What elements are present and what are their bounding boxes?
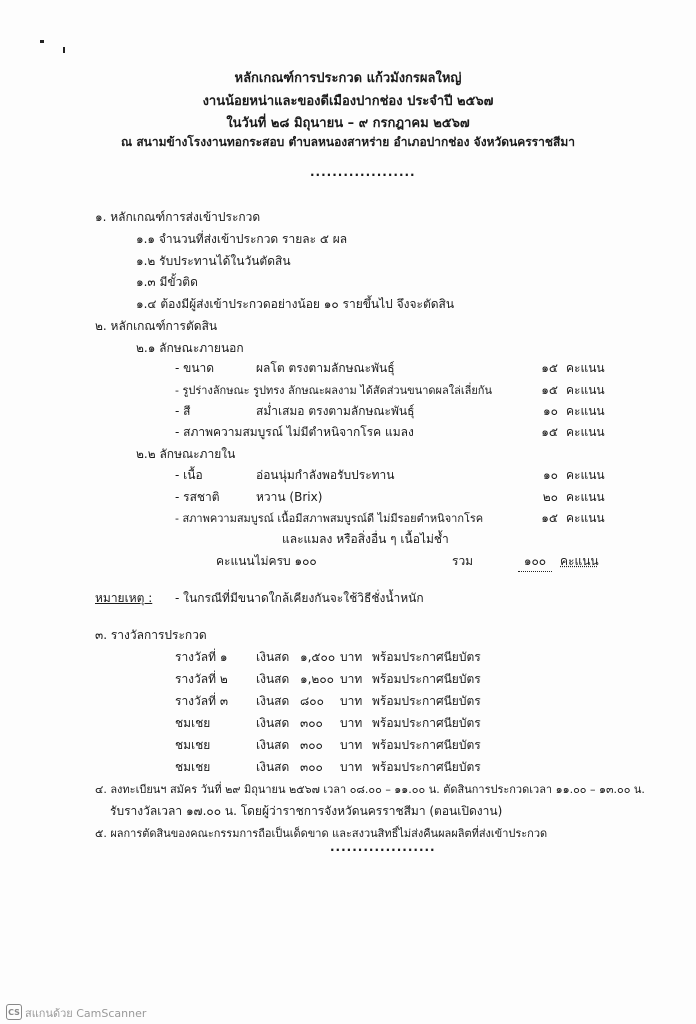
prize-currency: บาท <box>340 716 363 730</box>
criteria-desc: สม่ำเสมอ ตรงตามลักษณะพันธุ์ <box>256 404 415 418</box>
prize-name: ชมเชย <box>175 760 211 774</box>
prize-amount: ๑,๒๐๐ <box>300 672 334 686</box>
total-note: คะแนนไม่ครบ ๑๐๐ <box>216 554 317 568</box>
criteria-name: - สภาพความสมบูรณ์ เนื้อมีสภาพสมบูรณ์ดี ไม่มีรอยตำหนิจากโรค <box>175 512 484 525</box>
prize-cash: เงินสด <box>256 716 290 730</box>
prize-amount: ๘๐๐ <box>300 694 324 708</box>
prize-name: ชมเชย <box>175 716 211 730</box>
section1-title: ๑. หลักเกณฑ์การส่งเข้าประกวด <box>95 210 261 224</box>
criteria-unit: คะแนน <box>566 490 605 504</box>
prize-currency: บาท <box>340 738 363 752</box>
criteria-name: - สี <box>175 404 191 418</box>
prize-currency: บาท <box>340 694 363 708</box>
criteria-name: - รูปร่างลักษณะ รูปทรง ลักษณะผลงาม ได้สัดส่วนขนาดผลใล่เลี่ยกัน <box>175 384 492 397</box>
prize-cash: เงินสด <box>256 650 290 664</box>
prize-currency: บาท <box>340 650 363 664</box>
prize-extra: พร้อมประกาศนียบัตร <box>372 760 481 774</box>
remark-text: - ในกรณีที่มีขนาดใกล้เคียงกันจะใช้วิธีชั่งน้ำหนัก <box>175 591 424 605</box>
criteria-score: ๑๐ <box>543 468 558 482</box>
prize-currency: บาท <box>340 672 363 686</box>
section5-line1: ๕. ผลการตัดสินของคณะกรรมการถือเป็นเด็ดขาด และสงวนสิทธิ์ไม่ส่งคืนผลผลิตที่ส่งเข้าประกวด <box>95 827 548 840</box>
section1-item: ๑.๑ จำนวนที่ส่งเข้าประกวด รายละ ๕ ผล <box>136 232 348 246</box>
criteria-desc: ผลโต ตรงตามลักษณะพันธุ์ <box>256 361 395 375</box>
prize-extra: พร้อมประกาศนียบัตร <box>372 672 481 686</box>
prize-extra: พร้อมประกาศนียบัตร <box>372 694 481 708</box>
doc-date: ในวันที่ ๒๘ มิถุนายน – ๙ กรกฎาคม ๒๕๖๗ <box>226 116 470 131</box>
criteria-unit: คะแนน <box>566 383 605 397</box>
total-unit: คะแนน <box>560 554 599 568</box>
section4-line1: ๔. ลงทะเบียนฯ สมัคร วันที่ ๒๙ มิถุนายน ๒๕๖๗ เวลา ๐๘.๐๐ – ๑๑.๐๐ น. ตัดสินการประกวดเวลา ๑๑.๐๐ – ๑๓.๐๐ น. <box>95 783 645 796</box>
criteria-unit: คะแนน <box>566 425 605 439</box>
prize-name: รางวัลที่ ๑ <box>175 650 228 664</box>
total-score <box>518 552 552 572</box>
criteria-unit: คะแนน <box>566 468 605 482</box>
prize-cash: เงินสด <box>256 694 290 708</box>
criteria-name: - สภาพความสมบูรณ์ ไม่มีตำหนิจากโรค แมลง <box>175 425 414 439</box>
criteria-name: - รสชาติ <box>175 490 220 504</box>
prize-name: รางวัลที่ ๓ <box>175 694 229 708</box>
doc-title: หลักเกณฑ์การประกวด แก้วมังกรผลใหญ่ <box>234 71 462 86</box>
section1-item: ๑.๓ มีขั้วติด <box>136 275 198 289</box>
prize-cash: เงินสด <box>256 738 290 752</box>
criteria-score: ๒๐ <box>542 490 558 504</box>
criteria-continuation: และแมลง หรือสิ่งอื่น ๆ เนื้อไม่ช้ำ <box>282 532 449 546</box>
section4-line2: รับรางวัลเวลา ๑๗.๐๐ น. โดยผู้ว่าราชการจังหวัดนครราชสีมา (ตอนเปิดงาน) <box>110 804 503 818</box>
camscanner-watermark: สแกนด้วย CamScanner <box>25 1007 147 1020</box>
remark-label: หมายเหตุ : <box>95 591 153 605</box>
criteria-unit: คะแนน <box>566 404 605 418</box>
section3-title: ๓. รางวัลการประกวด <box>95 628 207 642</box>
criteria-score: ๑๕ <box>541 511 558 525</box>
prize-cash: เงินสด <box>256 672 290 686</box>
criteria-name: - เนื้อ <box>175 468 203 482</box>
prize-amount: ๑,๕๐๐ <box>300 650 336 664</box>
section1-item: ๑.๒ รับประทานได้ในวันตัดสิน <box>136 254 291 268</box>
header-separator: ................... <box>310 165 416 179</box>
criteria-score: ๑๕ <box>541 383 558 397</box>
section2-sub2-title: ๒.๒ ลักษณะภายใน <box>136 447 236 461</box>
section1-item: ๑.๔ ต้องมีผู้ส่งเข้าประกวดอย่างน้อย ๑๐ รายขึ้นไป จึงจะตัดสิน <box>136 297 455 311</box>
prize-name: รางวัลที่ ๒ <box>175 672 228 686</box>
scan-speck <box>63 47 65 53</box>
criteria-name: - ขนาด <box>175 361 215 375</box>
section2-sub1-title: ๒.๑ ลักษณะภายนอก <box>136 341 244 355</box>
criteria-score: ๑๐ <box>543 404 558 418</box>
total-score-value: ๑๐๐ <box>518 552 552 572</box>
prize-name: ชมเชย <box>175 738 211 752</box>
prize-amount: ๓๐๐ <box>300 760 323 774</box>
criteria-desc: หวาน (Brix) <box>256 490 323 504</box>
criteria-unit: คะแนน <box>566 511 605 525</box>
prize-amount: ๓๐๐ <box>300 716 323 730</box>
footer-separator: ................... <box>330 840 436 854</box>
scan-speck <box>40 40 44 43</box>
criteria-score: ๑๕ <box>541 361 558 375</box>
doc-venue: ณ สนามข้างโรงงานทอกระสอบ ตำบลหนองสาหร่าย อำเภอปากช่อง จังหวัดนครราชสีมา <box>121 135 575 149</box>
prize-currency: บาท <box>340 760 363 774</box>
criteria-score: ๑๕ <box>541 425 558 439</box>
prize-cash: เงินสด <box>256 760 290 774</box>
prize-extra: พร้อมประกาศนียบัตร <box>372 738 481 752</box>
criteria-unit: คะแนน <box>566 361 605 375</box>
prize-extra: พร้อมประกาศนียบัตร <box>372 650 481 664</box>
prize-amount: ๓๐๐ <box>300 738 323 752</box>
total-label: รวม <box>452 554 474 568</box>
camscanner-logo: CS <box>6 1004 22 1020</box>
doc-subtitle: งานน้อยหน่าและของดีเมืองปากช่อง ประจำปี ๒๕๖๗ <box>202 94 494 109</box>
prize-extra: พร้อมประกาศนียบัตร <box>372 716 481 730</box>
criteria-desc: อ่อนนุ่มกำลังพอรับประทาน <box>256 468 395 482</box>
section2-title: ๒. หลักเกณฑ์การตัดสิน <box>95 319 218 333</box>
